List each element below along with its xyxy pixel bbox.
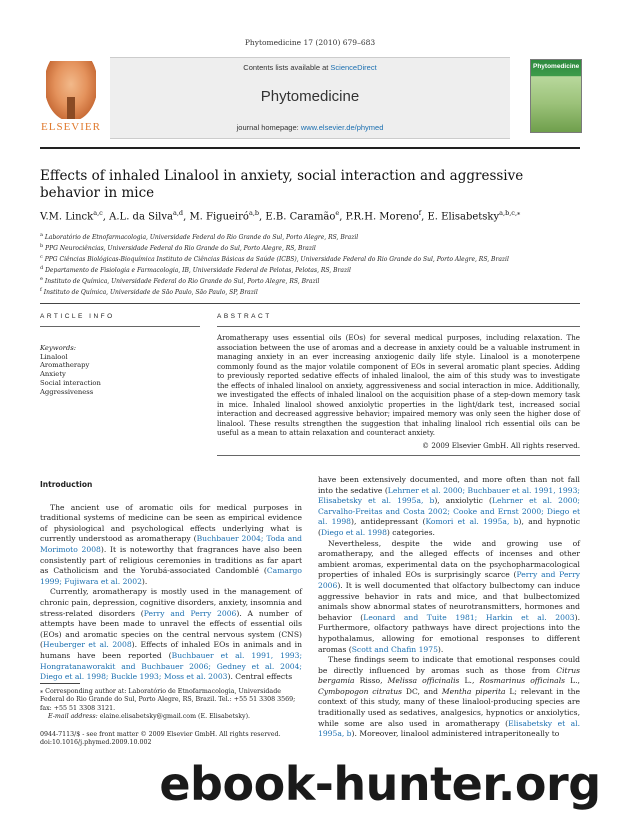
citation-link[interactable]: Scott and Chafin 1975 <box>351 644 438 654</box>
affiliation-mark: e <box>40 276 43 282</box>
journal-cover-thumbnail[interactable] <box>530 59 582 133</box>
contents-prefix: Contents lists available at <box>243 63 329 72</box>
keyword-item: Linalool <box>40 352 68 361</box>
journal-banner <box>110 57 510 139</box>
species-name: Mentha piperita <box>441 686 506 696</box>
intro-paragraph <box>318 655 580 740</box>
affiliation-mark: b <box>40 243 44 249</box>
affiliation-divider <box>40 303 580 304</box>
author-affiliation-mark: a,d <box>172 209 184 217</box>
author-affiliation-mark: a,c <box>93 209 103 217</box>
species-name: Melissa officinalis <box>387 676 460 686</box>
abstract-rule <box>217 326 580 327</box>
author-name[interactable]: E. Elisabetsky <box>427 211 500 223</box>
author-name[interactable]: V.M. Linck <box>40 211 94 223</box>
affiliation-mark: d <box>40 265 44 271</box>
sciencedirect-link[interactable]: ScienceDirect <box>330 63 377 72</box>
citation-link[interactable]: Buchbauer et al. 1991, 1993; Hongratanaworakit and Buchbauer 2006; Gedney et al. 2004; Diego et al. 1998; Buckle 1993; Moss et al. 2003 <box>40 650 303 682</box>
body-text: ). Effects of inhaled EOs in animals and in humans have been reported ( <box>40 640 302 660</box>
corresponding-author-footnote <box>40 688 302 721</box>
body-text: These findings seem to indicate that emotional responses could be directly influenced by aromas such as those from <box>318 655 580 675</box>
author-name[interactable]: A.L. da Silva <box>109 211 173 223</box>
citation-link[interactable]: Diego et al. 1998 <box>320 527 387 537</box>
body-text: The ancient use of aromatic oils for medical purposes in traditional systems of medicine can be seen as empirical evidence of physiological and psychological effects underlying what is currently understood as aromatherapy ( <box>40 502 302 544</box>
body-text: ). Central effects <box>227 672 293 682</box>
article-info-rule <box>40 326 200 327</box>
elsevier-tree-logo[interactable] <box>40 57 102 135</box>
body-text: L; relevant in the context of this study, many of these linalool-producing species are traditionally used as sedatives, analgesics, hypnotics or anxiolytics, while some are also used in aromatherapy ( <box>318 686 580 728</box>
body-text: Risso, <box>354 676 388 686</box>
email-address[interactable]: elaine.elisabetsky@gmail.com (E. Elisabetsky). <box>99 712 251 720</box>
issn-line: 0944-7113/$ - see front matter © 2009 Elsevier GmbH. All rights reserved. <box>40 731 281 738</box>
body-text: L., <box>565 676 580 686</box>
citation-link[interactable]: Leonard and Tuite 1981; Harkin et al. 2003 <box>363 612 575 622</box>
keyword-item: Aromatherapy <box>40 361 90 370</box>
keywords-block <box>40 344 200 396</box>
author-name[interactable]: M. Figueiró <box>189 211 249 223</box>
body-text: L., <box>459 676 480 686</box>
author-separator: , <box>339 211 346 223</box>
species-name: Rosmarinus officinals <box>479 676 566 686</box>
affiliation-mark: f <box>40 287 42 293</box>
author-separator: , <box>421 211 428 223</box>
contents-line <box>110 63 510 72</box>
affiliation-item <box>40 253 580 264</box>
running-header: Phytomedicine 17 (2010) 679–683 <box>244 38 376 47</box>
citation-link[interactable]: Komori et al. 1995a, b <box>425 517 519 527</box>
author-affiliation-mark: a,b,c,⁎ <box>499 209 521 217</box>
citation-link[interactable]: Heuberger et al. 2008 <box>42 640 132 650</box>
article-info-heading: ARTICLE INFO <box>40 313 115 320</box>
keyword-item: Social interaction <box>40 378 101 387</box>
tree-trunk-icon <box>67 97 75 119</box>
author-affiliation-mark: f <box>418 209 422 217</box>
affiliation-text: Instituto de Química, Universidade de São Paulo, São Paulo, SP, Brazil <box>41 289 258 296</box>
body-text: ) categories. <box>386 527 435 537</box>
intro-paragraph <box>40 587 302 682</box>
issn-block <box>40 731 340 748</box>
abstract-heading: ABSTRACT <box>217 313 272 320</box>
affiliation-item <box>40 264 580 275</box>
citation-link[interactable]: Buchbauer 2004; Toda and Morimoto 2008 <box>40 534 302 554</box>
abstract-text: Aromatherapy uses essential oils (EOs) for several medical purposes, including relaxation. The association between the use of aromas and a decrease in anxiety could be a valuable instrument in managing anxiety in an ever increasing anxiogenic daily life style. Linalool is a monoterpene commonly found as the major volatile component of EOs in several aromatic plant species. Adding to previously reported sedative effects of inhaled linalool, the aim of this study was to investigate the effects of inhaled linalool on anxiety, aggressiveness and social interaction in mice. Additionally, we investigated the effects of inhaled linalool on the acquisition phase of a step-down memory task in mice. Inhaled linalool showed anxiolytic properties in the light/dark test, increased social interaction and decreased aggressive behavior; impaired memory was only seen the higher dose of linalool. These results strengthen the suggestion that inhaling linalool rich essential oils can be useful as a mean to attain relaxation and counteract anxiety. <box>217 333 580 438</box>
body-column-right <box>318 475 580 740</box>
body-text: Currently, aromatherapy is mostly used in the management of chronic pain, depression, cognitive disorders, anxiety, insomnia and stress-related disorders ( <box>40 587 302 618</box>
intro-paragraph <box>318 475 580 539</box>
citation-link[interactable]: Elisabetsky et al. 1995a, b <box>318 718 581 739</box>
body-text: have been extensively documented, and more often than not fall into the sedative ( <box>318 475 580 495</box>
species-name: Citrus bergamia <box>318 665 580 686</box>
author-separator: , <box>259 211 266 223</box>
email-label: E-mail address: <box>48 712 98 720</box>
body-text: ). It is noteworthy that fragrances have also been consistently part of religious ceremonies in traditions as far apart as Catholicism and the Yorubá-associated Candomblé ( <box>40 544 302 576</box>
affiliation-item <box>40 275 580 286</box>
author-name[interactable]: P.R.H. Moreno <box>345 211 419 223</box>
journal-homepage-line <box>110 123 510 132</box>
intro-paragraph <box>318 539 580 656</box>
species-name: Cymbopogon citratus <box>318 686 403 696</box>
body-text: ), and hypnotic ( <box>318 517 581 537</box>
body-text: ). Furthermore, olfactory pathways have direct projections into the hypothalamus, allowing for emotional responses to different aromas ( <box>318 612 581 654</box>
affiliation-text: PPG Neurociências, Universidade Federal do Rio Grande do Sul, Porto Alegre, RS, Brazil <box>43 245 316 252</box>
affiliation-list <box>40 231 580 297</box>
affiliation-text: Instituto de Química, Universidade Federal do Rio Grande do Sul, Porto Alegre, RS, Brazil <box>42 278 320 285</box>
keywords-label: Keywords: <box>40 344 77 352</box>
keyword-item: Anxiety <box>40 370 66 379</box>
cover-title: Phytomedicine <box>533 63 580 70</box>
affiliation-text: Laboratório de Etnofarmacologia, Universidade Federal do Rio Grande do Sul, Porto Alegre, RS, Brazil <box>42 234 359 241</box>
author-list <box>40 209 600 222</box>
body-text: ). A number of attempts have been made to unravel the effects of essential oils (EOs) and aromatic species on the central nervous system (CNS) ( <box>40 608 302 650</box>
citation-link[interactable]: Lehrner et al. 2000; Buchbauer et al. 1991, 1993; Elisabetsky et al. 1995a, b <box>318 485 580 506</box>
citation-link[interactable]: Perry and Perry 2006 <box>318 570 580 590</box>
body-text: ). It is well documented that olfactory bulbectomy can induce aggressive behavior in rats and mice, and that bulbectomized animals show abnormal states of neurotransmitters, hormones and behavior ( <box>318 580 580 622</box>
body-text: ). Moreover, linalool administered intraperitoneally to <box>351 729 560 739</box>
body-text: ), antidepressant ( <box>351 517 426 527</box>
corresponding-author-text: ⁎ Corresponding author at: Laboratório de Etnofarmacologia, Universidade Federal do Rio Grande do Sul, Porto Alegre, RS, Brazil. Tel.: +55 51 3308 3569; fax: +55 51 3308 3121. <box>40 688 296 712</box>
journal-header <box>40 57 580 141</box>
body-text: DC, and <box>402 686 442 696</box>
author-affiliation-mark: a,b <box>248 209 260 217</box>
email-line <box>40 713 302 721</box>
abstract-bottom-rule <box>217 455 580 456</box>
affiliation-mark: a <box>40 232 43 238</box>
introduction-heading: Introduction <box>40 480 93 489</box>
citation-link[interactable]: Lehrner et al. 2000; Carvalho-Freitas and Costa 2002; Cooke and Ernst 2000; Diego et al. 1998 <box>318 496 580 527</box>
article-title: Effects of inhaled Linalool in anxiety, social interaction and aggressive behavior in mice <box>40 168 524 201</box>
watermark-text: ebook-hunter.org <box>159 757 601 811</box>
affiliation-item <box>40 231 580 242</box>
author-separator: , <box>102 211 110 223</box>
journal-name: Phytomedicine <box>260 88 360 105</box>
body-text: Nevertheless, despite the wide and growing use of aromatherapy, and the alleged effects of incenses and other ambient aromas, experimental data on the psychopharmacological properties of inhaled EOs is surprisingly scarce ( <box>318 538 580 580</box>
affiliation-item <box>40 242 580 253</box>
author-separator: , <box>183 211 190 223</box>
header-divider <box>40 147 580 149</box>
doi-line[interactable]: doi:10.1016/j.phymed.2009.10.002 <box>40 739 152 747</box>
citation-link[interactable]: Perry and Perry 2006 <box>143 608 237 618</box>
body-text: ), anxiolytic ( <box>434 496 492 506</box>
keyword-item: Aggressiveness <box>40 387 94 396</box>
body-text: ). <box>437 644 444 654</box>
author-name[interactable]: E.B. Caramão <box>265 211 336 223</box>
journal-homepage-link[interactable]: www.elsevier.de/phymed <box>300 123 384 132</box>
homepage-prefix: journal homepage: <box>236 123 299 132</box>
affiliation-item <box>40 286 580 297</box>
body-text: ). <box>141 576 148 586</box>
citation-link[interactable]: Camargo 1999; Fujiwara et al. 2002 <box>40 566 302 586</box>
footnote-rule <box>40 683 80 684</box>
intro-paragraph <box>40 503 302 588</box>
affiliation-mark: c <box>40 254 43 260</box>
affiliation-text: PPG Ciências Biológicas-Bioquímica Instituto de Ciências Básicas da Saúde (ICBS), Universidade Federal do Rio Grande do Sul, Porto Alegre, RS, Brazil <box>42 256 509 263</box>
affiliation-text: Departamento de Fisiologia e Farmacologia, IB, Universidade Federal de Pelotas, Pelotas, RS, Brazil <box>43 267 351 274</box>
abstract-copyright: © 2009 Elsevier GmbH. All rights reserved. <box>422 441 580 450</box>
publisher-logo-text: ELSEVIER <box>41 121 101 133</box>
author-affiliation-mark: e <box>335 209 340 217</box>
body-column-left <box>40 480 302 683</box>
